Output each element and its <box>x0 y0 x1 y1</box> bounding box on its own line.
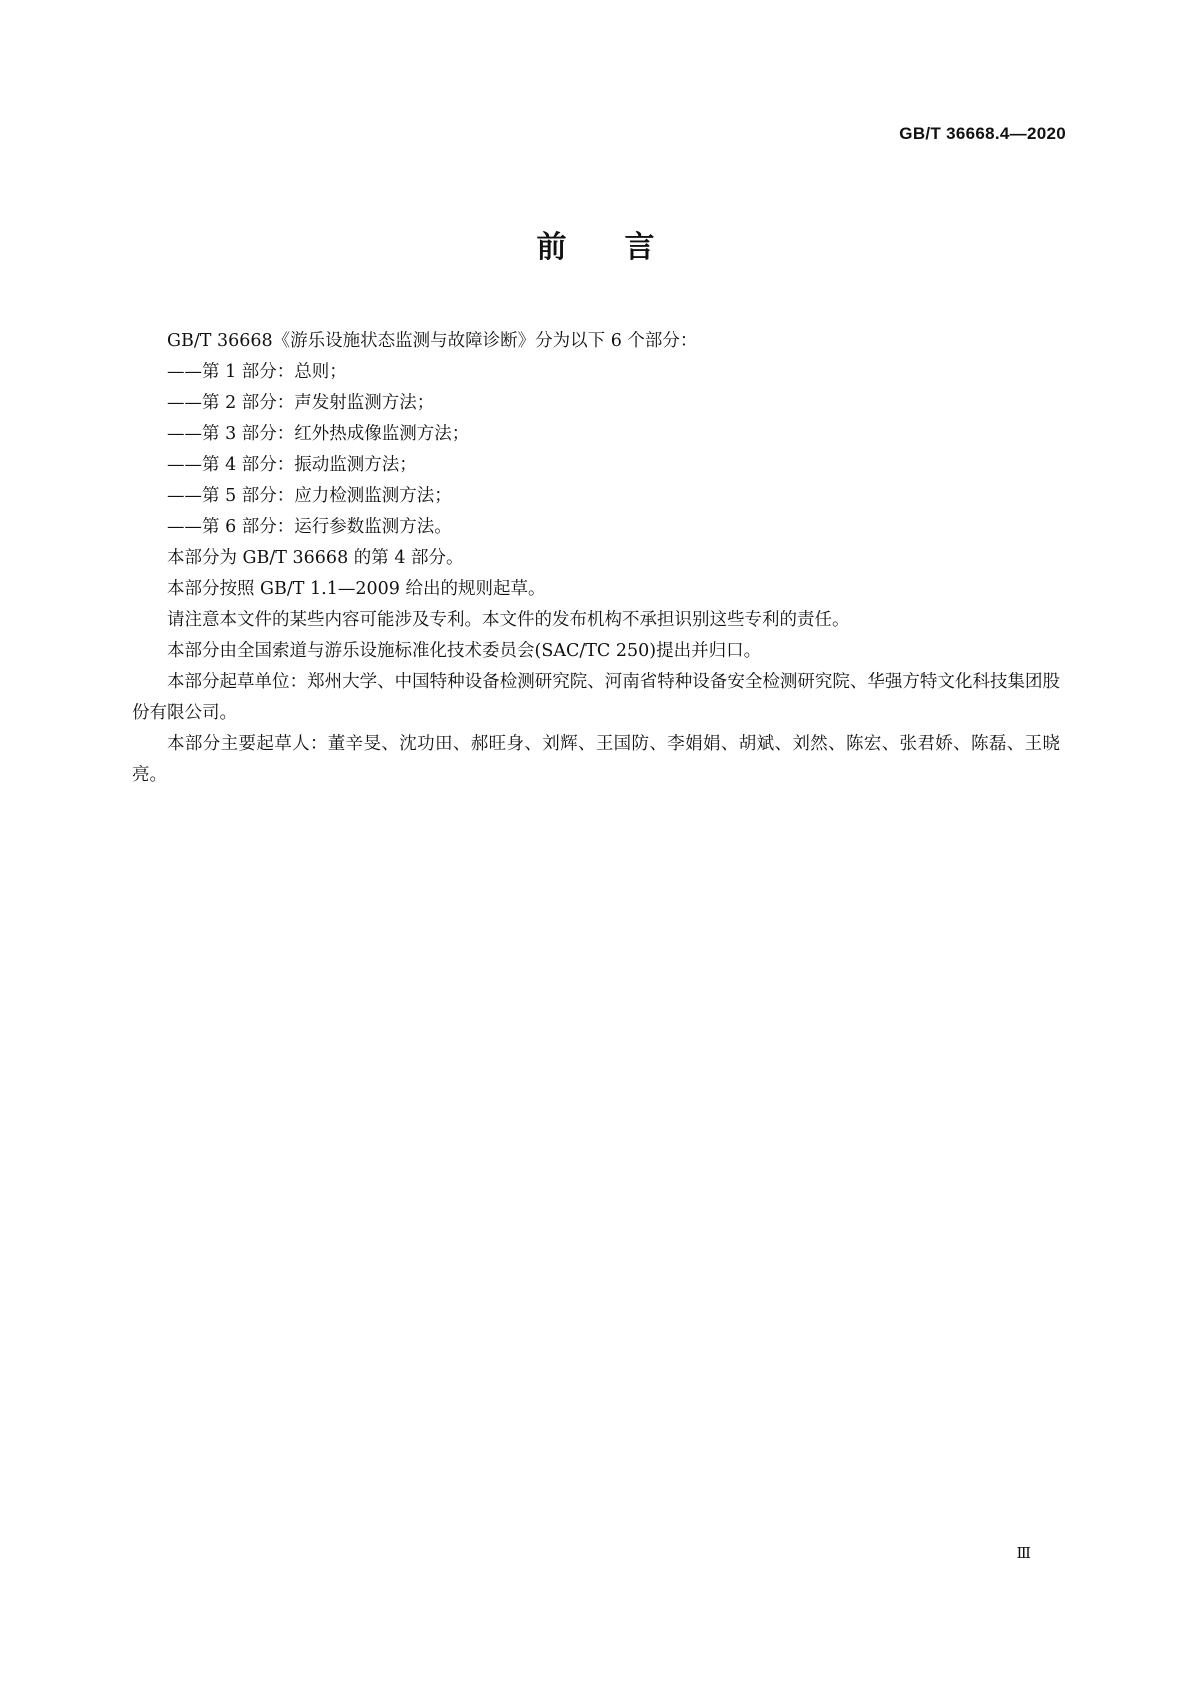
this-part-paragraph: 本部分为 GB/T 36668 的第 4 部分。 <box>167 548 464 568</box>
part-list-item: ——第 6 部分：运行参数监测方法。 <box>167 517 452 537</box>
title-char-1: 前 <box>536 230 567 265</box>
drafting-rules-paragraph: 本部分按照 GB/T 1.1—2009 给出的规则起草。 <box>167 579 546 599</box>
intro-paragraph: GB/T 36668《游乐设施状态监测与故障诊断》分为以下 6 个部分： <box>167 331 698 351</box>
proposer-paragraph: 本部分由全国索道与游乐设施标准化技术委员会(SAC/TC 250)提出并归口。 <box>167 641 762 661</box>
standard-code: GB/T 36668.4—2020 <box>899 124 1066 143</box>
part-list-item: ——第 4 部分：振动监测方法； <box>167 455 417 475</box>
drafting-units-paragraph: 本部分起草单位：郑州大学、中国特种设备检测研究院、河南省特种设备安全检测研究院、华强方特文化科技集团股份有限公司。 <box>132 672 1060 723</box>
part-list-item: ——第 3 部分：红外热成像监测方法； <box>167 424 470 444</box>
drafters-paragraph: 本部分主要起草人：董辛旻、沈功田、郝旺身、刘辉、王国防、李娟娟、胡斌、刘然、陈宏、张君娇、陈磊、王晓亮。 <box>132 734 1060 785</box>
foreword-body <box>132 326 1060 791</box>
part-list-item: ——第 5 部分：应力检测监测方法； <box>167 486 452 506</box>
page-title <box>0 222 1191 266</box>
part-list-item: ——第 1 部分：总则； <box>167 362 347 382</box>
patent-notice-paragraph: 请注意本文件的某些内容可能涉及专利。本文件的发布机构不承担识别这些专利的责任。 <box>167 610 850 630</box>
page-number: Ⅲ <box>1016 1544 1031 1562</box>
title-char-2: 言 <box>624 230 655 265</box>
part-list-item: ——第 2 部分：声发射监测方法； <box>167 393 435 413</box>
